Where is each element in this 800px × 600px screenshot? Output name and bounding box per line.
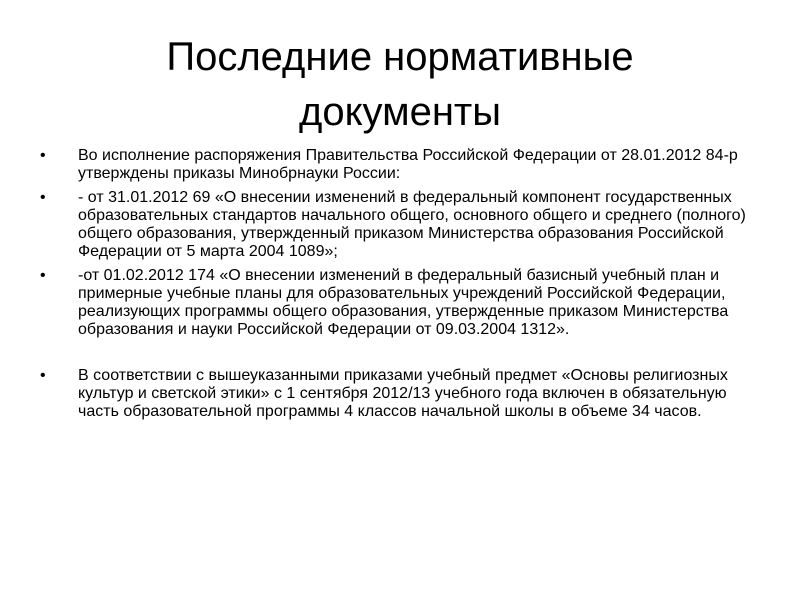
- bullet-item-3: [40, 267, 750, 339]
- slide-title-line-2: документы: [299, 90, 501, 134]
- bullet-text-3: -от 01.02.2012 174 «О внесении изменений в федеральный базисный учебный план и примерные учебные планы для образовательных учреждений Российской Федерации, реализующих программы общего образования, утвержденные приказом Министерства образования и науки Российской Федерации от 09.03.2004 1312».: [78, 267, 729, 338]
- bullet-text-1: Во исполнение распоряжения Правительства Российской Федерации от 28.01.2012 84-р утверждены приказы Минобрнауки России:: [78, 147, 738, 182]
- bullet-text-2: - от 31.01.2012 69 «О внесении изменений в федеральный компонент государственных образовательных стандартов начального общего, основного общего и среднего (полного) общего образования, утвержденный приказом Министерства образования Российской Федерации от 5 марта 2004 1089»;: [78, 189, 746, 260]
- bullet-icon: •: [40, 147, 46, 164]
- bullet-icon: •: [40, 189, 46, 206]
- bullet-list: [40, 147, 750, 427]
- slide-title-line-1: Последние нормативные: [166, 35, 634, 79]
- bullet-item-1: [40, 147, 750, 183]
- bullet-text-4: В соответствии с вышеуказанными приказами учебный предмет «Основы религиозных культур и светской этики» с 1 сентября 2012/13 учебного года включен в обязательную часть образовательной программы 4 классов начальной школы в объеме 34 часов.: [78, 367, 728, 420]
- bullet-icon: •: [40, 367, 46, 384]
- bullet-icon: •: [40, 267, 46, 284]
- bullet-item-2: [40, 189, 750, 261]
- slide-title: [60, 30, 740, 140]
- bullet-item-4: [40, 367, 750, 421]
